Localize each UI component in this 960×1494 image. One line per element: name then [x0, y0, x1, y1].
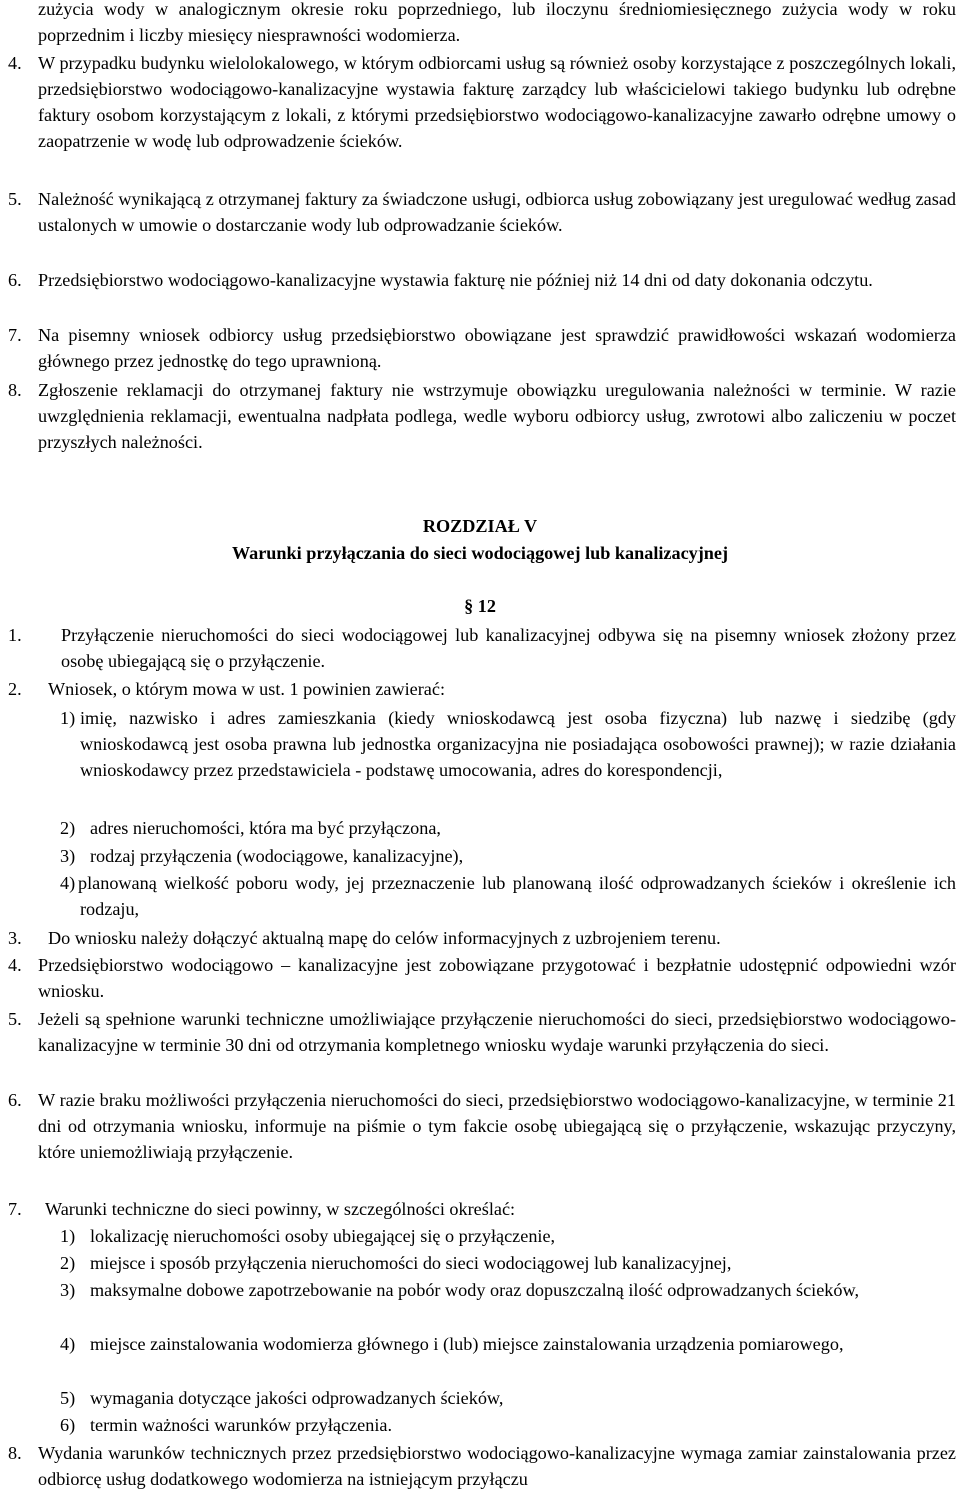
- sublist-item: 3) rodzaj przyłączenia (wodociągowe, kanalizacyjne),: [60, 846, 464, 866]
- paragraph-number: § 12: [464, 596, 496, 616]
- list-item-6: 6. Przedsiębiorstwo wodociągowo-kanalizacyjne wystawia fakturę nie później niż 14 dni od daty dokonania odczytu.: [8, 270, 873, 290]
- sublist-item: 1) imię, nazwisko i adres zamieszkania (kiedy wnioskodawcą jest osoba fizyczna) lub nazwę i siedzibę (gdy wnioskodawcą jest osoba prawna lub jednostka organizacyjna nie posiadająca osobowości prawnej); w razie działania wnioskodawcy przez przedstawiciela - podstawę umocowania, adres do korespondencji,: [60, 708, 956, 780]
- list-item-4: 4. W przypadku budynku wielolokalowego, w którym odbiorcami usług są również osoby korzystające z poszczególnych lokali, przedsiębiorstwo wodociągowo-kanalizacyjne wystawia fakturę zarządcy lub właścicielowi takiego budynku lub odrębne faktury osobom korzystającym z lokali, z którymi przedsiębiorstwo wodociągowo-kanalizacyjne zawarło odrębne umowy o zaopatrzenie w wodę lub odprowadzenie ścieków.: [8, 53, 956, 151]
- section-item-7: 7. Warunki techniczne do sieci powinny, w szczególności określać:: [8, 1199, 516, 1219]
- sublist-item: 4) miejsce zainstalowania wodomierza głównego i (lub) miejsce zainstalowania urządzenia pomiarowego,: [60, 1334, 844, 1354]
- sublist-item: 4) planowaną wielkość poboru wody, jej przeznaczenie lub planowaną ilość odprowadzanych ścieków i określenie ich rodzaju,: [60, 873, 956, 919]
- list-item-7: 7. Na pisemny wniosek odbiorcy usług przedsiębiorstwo obowiązane jest sprawdzić prawidłowości wskazań wodomierza głównego przez jednostkę do tego uprawnioną.: [8, 325, 956, 371]
- sublist-item: 2) adres nieruchomości, która ma być przyłączona,: [60, 818, 441, 838]
- section-item-5: 5. Jeżeli są spełnione warunki techniczne umożliwiające przyłączenie nieruchomości do sieci, przedsiębiorstwo wodociągowo-kanalizacyjne w terminie 30 dni od otrzymania kompletnego wniosku wydaje warunki przyłączenia do sieci.: [8, 1009, 956, 1055]
- sublist-item: 6) termin ważności warunków przyłączenia.: [60, 1415, 392, 1435]
- paragraph-continuation: zużycia wody w analogicznym okresie roku poprzedniego, lub iloczynu średniomiesięcznego zużycia wody w roku poprzednim i liczby miesięcy niesprawności wodomierza.: [38, 0, 956, 45]
- list-item-5: 5. Należność wynikającą z otrzymanej faktury za świadczone usługi, odbiorca usług zobowiązany jest uregulować według zasad ustalonych w umowie o dostarczanie wody lub odprowadzanie ścieków.: [8, 189, 956, 235]
- sublist-item: 3) maksymalne dobowe zapotrzebowanie na pobór wody oraz dopuszczalną ilość odprowadzanych ścieków,: [60, 1280, 859, 1300]
- sublist-item: 1) lokalizację nieruchomości osoby ubiegającej się o przyłączenie,: [60, 1226, 556, 1246]
- sublist-item: 5) wymagania dotyczące jakości odprowadzanych ścieków,: [60, 1388, 504, 1408]
- section-item-4: 4. Przedsiębiorstwo wodociągowo – kanalizacyjne jest zobowiązane przygotować i bezpłatnie udostępnić odpowiedni wzór wniosku.: [8, 955, 956, 1001]
- chapter-subtitle: Warunki przyłączania do sieci wodociągowej lub kanalizacyjnej: [231, 543, 729, 563]
- list-item-8: 8. Zgłoszenie reklamacji do otrzymanej faktury nie wstrzymuje obowiązku uregulowania należności w terminie. W razie uwzględnienia reklamacji, ewentualna nadpłata podlega, wedle wyboru odbiorcy usług, zwrotowi albo zaliczeniu w poczet przyszłych należności.: [8, 380, 956, 452]
- section-item-2: 2. Wniosek, o którym mowa w ust. 1 powinien zawierać:: [8, 679, 445, 699]
- section-item-6: 6. W razie braku możliwości przyłączenia nieruchomości do sieci, przedsiębiorstwo wodociągowo-kanalizacyjne, w terminie 21 dni od otrzymania wniosku, informuje na piśmie o tym fakcie osobę ubiegającą się o przyłączenie, wskazując przyczyny, które uniemożliwiają przyłączenie.: [8, 1090, 956, 1162]
- sublist-item: 2) miejsce i sposób przyłączenia nieruchomości do sieci wodociągowej lub kanalizacyjnej,: [60, 1253, 732, 1273]
- section-item-8: 8. Wydania warunków technicznych przez przedsiębiorstwo wodociągowo-kanalizacyjne wymaga zamiar zainstalowania przez odbiorcę usług dodatkowego wodomierza na istniejącym przyłączu: [8, 1443, 956, 1489]
- section-item-1: 1. Przyłączenie nieruchomości do sieci wodociągowej lub kanalizacyjnej odbywa się na pisemny wniosek złożony przez osobę ubiegającą się o przyłączenie.: [8, 625, 956, 671]
- section-item-3: 3. Do wniosku należy dołączyć aktualną mapę do celów informacyjnych z uzbrojeniem terenu.: [8, 928, 721, 948]
- chapter-title: ROZDZIAŁ V: [422, 516, 538, 536]
